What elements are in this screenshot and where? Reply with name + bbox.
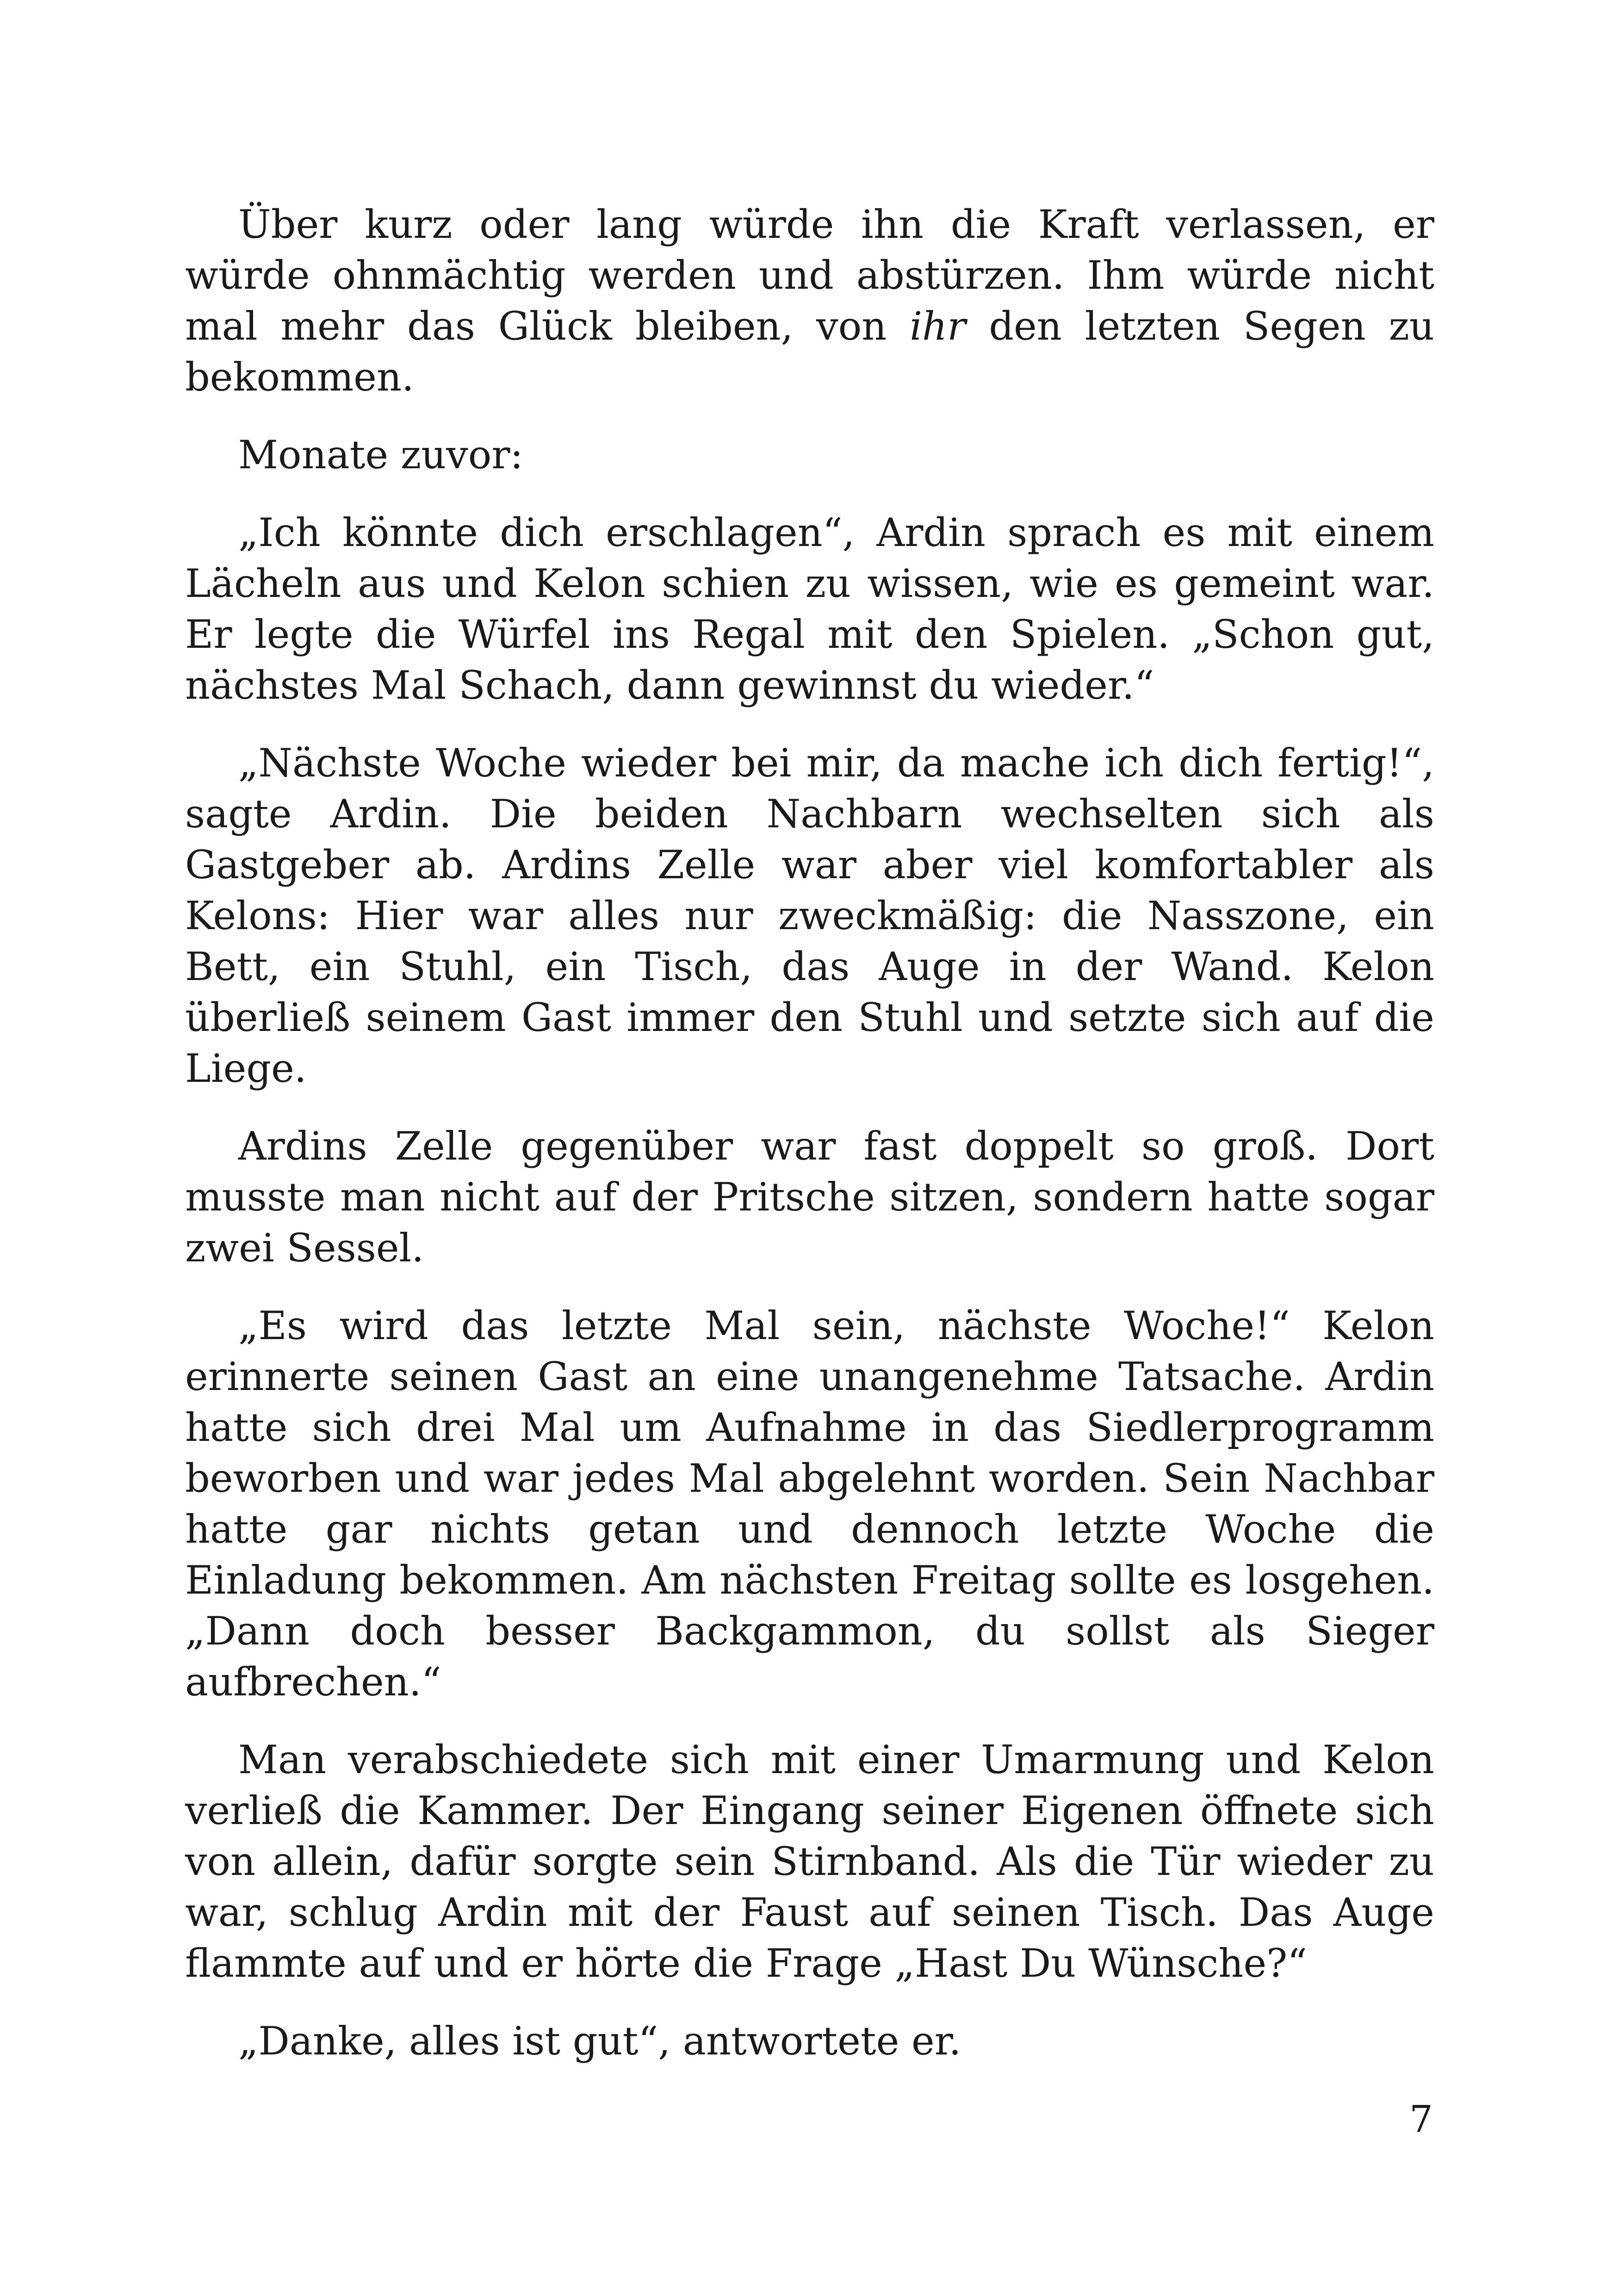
paragraph-1 bbox=[185, 199, 1434, 403]
paragraph-3: „Ich könnte dich erschlagen“, Ardin sprach es mit einem Lächeln aus und Kelon schien zu wissen, wie es gemeint war. Er legte die Würfel ins Regal mit den Spielen. „Schon gut, nächstes Mal Schach, dann gewinnst du wieder.“ bbox=[185, 510, 1434, 708]
paragraph-4: „Nächste Woche wieder bei mir, da mache ich dich fertig!“, sagte Ardin. Die beiden Nachbarn wechselten sich als Gastgeber ab. Ardins Zelle war aber viel komfortabler als Kelons: Hier war alles nur zweckmäßig: die Nasszone, ein Bett, ein Stuhl, ein Tisch, das Auge in der Wand. Kelon überließ seinem Gast immer den Stuhl und setzte sich auf die Liege. bbox=[185, 740, 1434, 1091]
paragraph-1-start: Über kurz oder lang würde ihn die Kraft verlassen, er würde ohnmächtig werden und abstürzen. Ihm würde nicht mal mehr das Glück bleiben, von bbox=[185, 202, 1434, 349]
paragraph-5: Ardins Zelle gegenüber war fast doppelt so groß. Dort musste man nicht auf der Pritsche sitzen, sondern hatte sogar zwei Sessel. bbox=[185, 1123, 1434, 1271]
page-body bbox=[185, 199, 1434, 2093]
paragraph-6: „Es wird das letzte Mal sein, nächste Woche!“ Kelon erinnerte seinen Gast an eine unangenehme Tatsache. Ardin hatte sich drei Mal um Aufnahme in das Siedlerprogramm beworben und war jedes Mal abgelehnt worden. Sein Nachbar hatte gar nichts getan und dennoch letzte Woche die Einladung bekommen. Am nächsten Freitag sollte es losgehen. „Dann doch besser Backgammon, du sollst als Sieger aufbrechen.“ bbox=[185, 1303, 1434, 1705]
paragraph-2: Monate zuvor: bbox=[238, 432, 523, 478]
page-number: 7 bbox=[1409, 2097, 1433, 2141]
paragraph-1-end: den letzten Segen zu bekommen. bbox=[185, 304, 1435, 400]
paragraph-8: „Danke, alles ist gut“, antwortete er. bbox=[238, 2018, 961, 2064]
paragraph-7: Man verabschiedete sich mit einer Umarmung und Kelon verließ die Kammer. Der Eingang seiner Eigenen öffnete sich von allein, dafür sorgte sein Stirnband. Als die Tür wieder zu war, schlug Ardin mit der Faust auf seinen Tisch. Das Auge flammte auf und er hörte die Frage „Hast Du Wünsche?“ bbox=[185, 1737, 1434, 1986]
paragraph-1-emphasis: ihr bbox=[910, 304, 966, 349]
